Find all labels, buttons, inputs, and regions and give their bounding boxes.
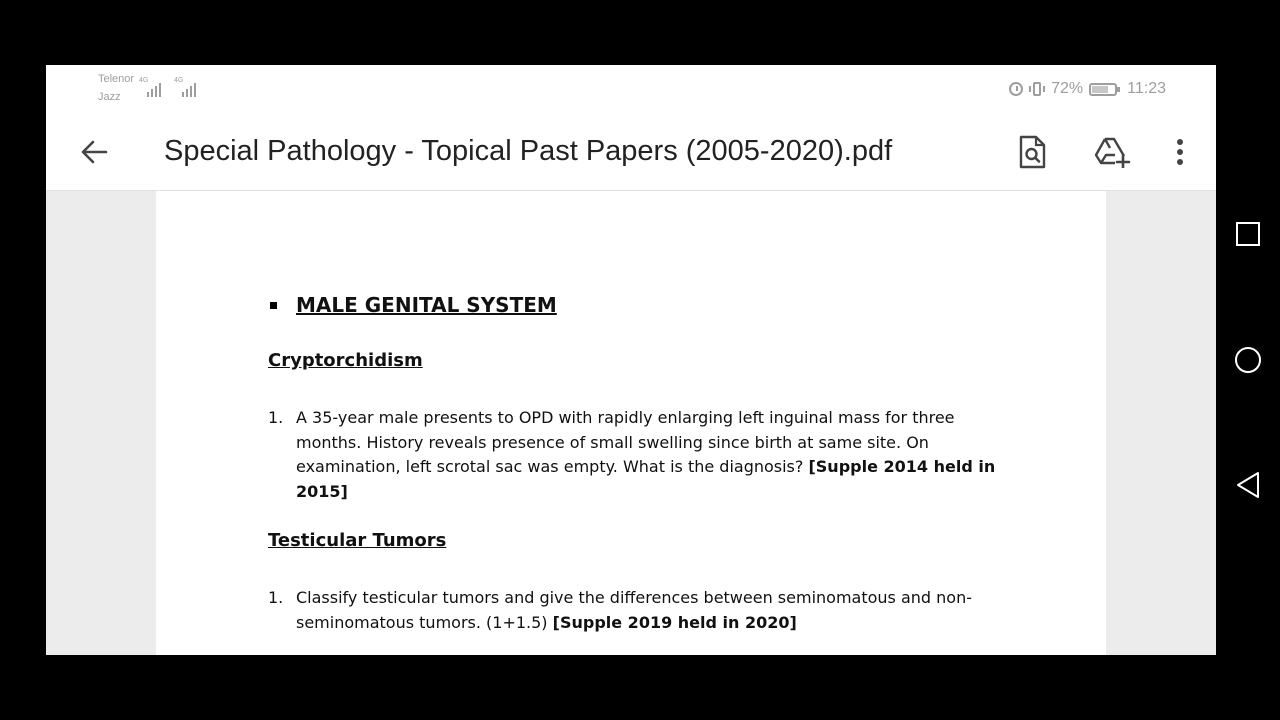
question-number: 1. — [268, 588, 284, 607]
square-bullet-icon — [270, 302, 277, 309]
phone-screen — [46, 65, 1216, 655]
home-circle-icon — [1233, 345, 1263, 375]
back-button[interactable] — [74, 132, 114, 172]
pdf-page — [156, 191, 1106, 655]
more-vert-icon — [1176, 138, 1184, 166]
add-to-drive-button[interactable] — [1092, 132, 1132, 172]
document-title: Special Pathology - Topical Past Papers (2005-2020).pdf — [164, 135, 893, 167]
question-reference: [Supple 2014 held in 2015] — [296, 457, 996, 501]
section-heading-text: MALE GENITAL SYSTEM — [296, 293, 557, 317]
topic-heading: Testicular Tumors — [268, 530, 447, 551]
more-options-button[interactable] — [1160, 132, 1200, 172]
find-in-document-button[interactable] — [1012, 132, 1052, 172]
alarm-icon — [1009, 82, 1023, 96]
network-type-label: 4G — [174, 77, 184, 84]
battery-icon — [1089, 83, 1117, 96]
signal-strength-icon — [139, 77, 165, 97]
signal-strength-icon — [174, 77, 200, 97]
pdf-viewer[interactable] — [46, 191, 1216, 655]
vibrate-icon — [1033, 82, 1041, 96]
question-text: A 35-year male presents to OPD with rapidly enlarging left inguinal mass for three months. History reveals presence of small swelling since birth at same site. On examination, left scrotal sac was empty. What is the diagnosis? — [296, 408, 955, 476]
topic-heading: Cryptorchidism — [268, 350, 423, 371]
question-body — [296, 406, 996, 504]
recents-square-icon — [1235, 221, 1261, 247]
question-text: Classify testicular tumors and give the differences between seminomatous and non-seminomatous tumors. (1+1.5) — [296, 588, 972, 632]
status-indicators — [1009, 79, 1166, 99]
recents-button[interactable] — [1230, 216, 1266, 252]
find-in-document-icon — [1017, 135, 1047, 169]
system-back-button[interactable] — [1230, 467, 1266, 503]
app-bar — [46, 115, 1216, 191]
carrier-name-1: Telenor — [98, 73, 135, 85]
clock: 11:23 — [1127, 80, 1166, 97]
carrier-name-2: Jazz — [98, 91, 121, 103]
home-button[interactable] — [1230, 342, 1266, 378]
back-arrow-icon — [80, 140, 108, 164]
question-number: 1. — [268, 408, 284, 427]
back-triangle-icon — [1234, 470, 1262, 500]
status-bar — [46, 65, 1216, 115]
battery-percent: 72% — [1051, 80, 1084, 97]
add-to-drive-icon — [1093, 136, 1131, 168]
question-body — [296, 586, 996, 635]
battery-level-fill — [1092, 86, 1108, 93]
network-type-label: 4G — [139, 77, 149, 84]
question-reference: [Supple 2019 held in 2020] — [552, 612, 797, 632]
